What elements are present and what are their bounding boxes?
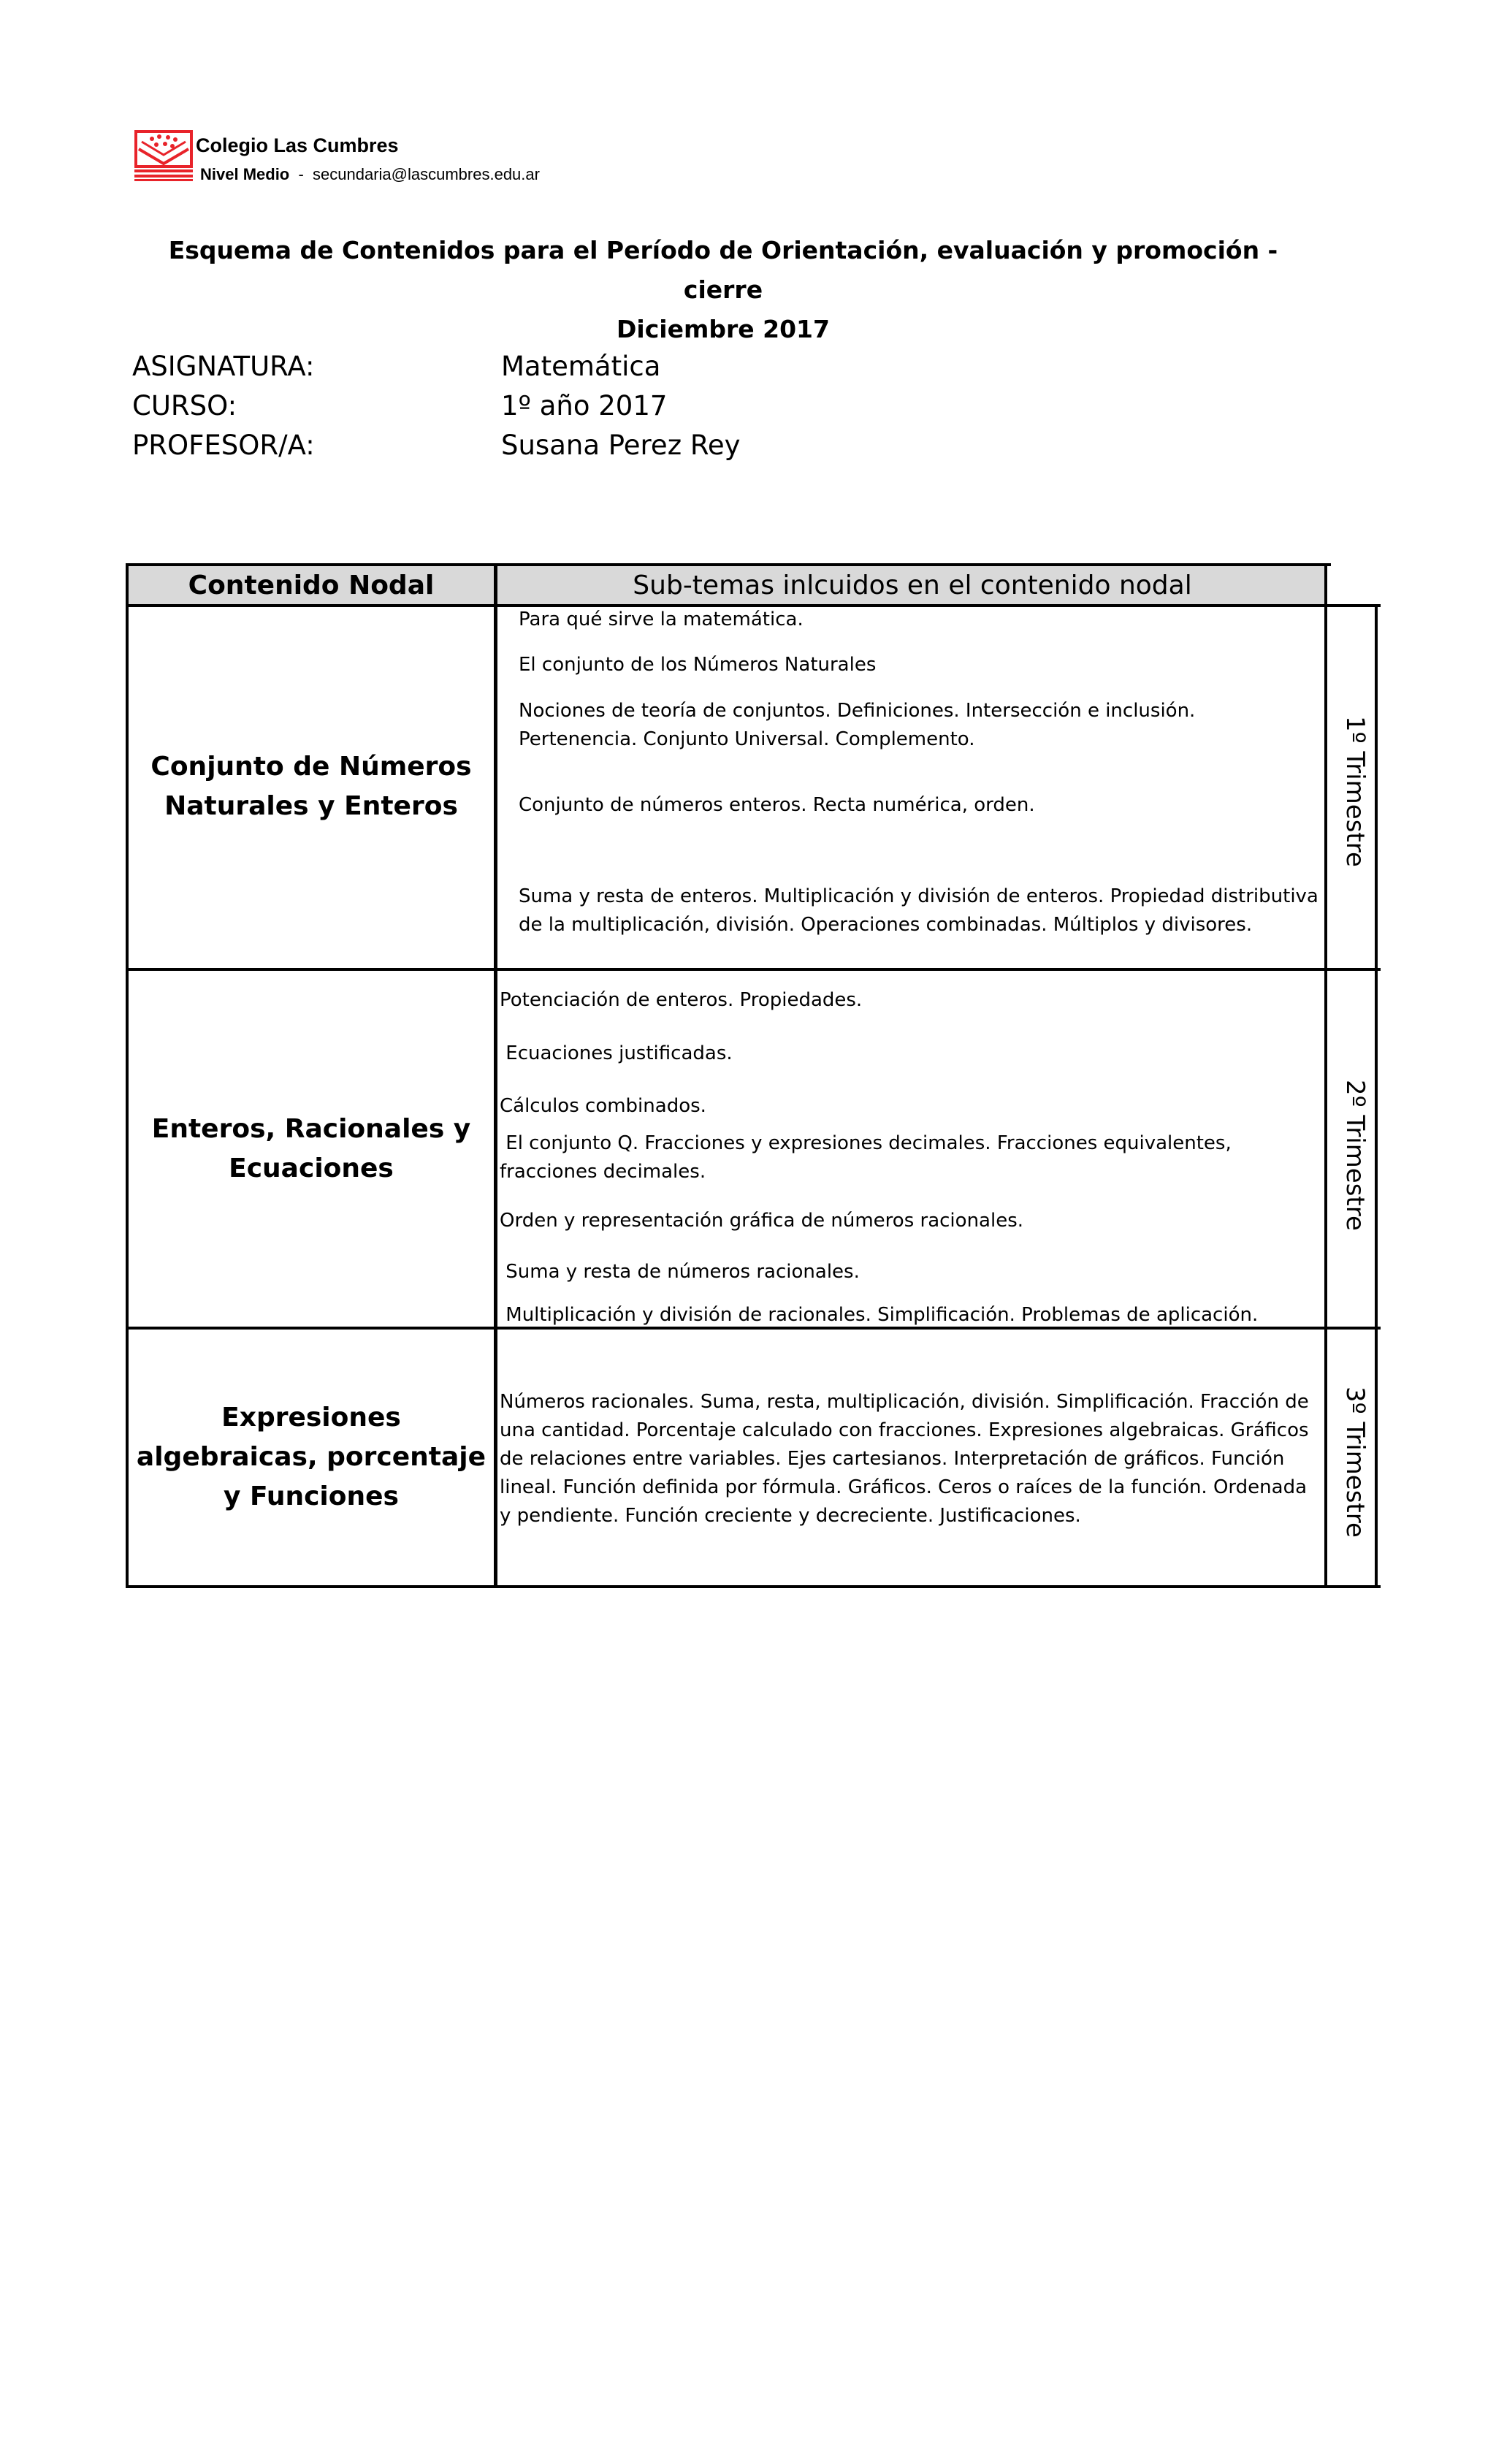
teacher-label: PROFESOR/A:	[132, 430, 315, 461]
subtopic-item: Orden y representación gráfica de números racionales.	[500, 1210, 1024, 1232]
header-subtopics: Sub-temas inlcuidos en el contenido nodal	[497, 566, 1327, 604]
school-email: secundaria@lascumbres.edu.ar	[313, 165, 540, 183]
course-value: 1º año 2017	[501, 390, 668, 422]
nodal-content-3	[129, 1330, 494, 1585]
document-title	[139, 231, 1308, 349]
subtopic-item: Suma y resta de enteros. Multiplicación y división de enteros. Propiedad distributiva de la multiplicación, división. Operaciones combinadas. Múltiplos y divisores.	[519, 885, 1318, 936]
nodal-content-1	[129, 606, 494, 968]
trimester-label-2-text: 2º Trimestre	[1340, 1080, 1370, 1231]
subject-value: Matemática	[501, 351, 661, 382]
subtopic-item: Potenciación de enteros. Propiedades.	[500, 989, 863, 1011]
trimester-label-3-text: 3º Trimestre	[1340, 1387, 1370, 1538]
document-title-line-2: Diciembre 2017	[617, 315, 830, 343]
table-border	[126, 563, 1331, 566]
subtopic-item: Ecuaciones justificadas.	[500, 1042, 733, 1064]
table-border	[1324, 563, 1327, 1588]
subtopic-item: Suma y resta de números racionales.	[500, 1261, 860, 1283]
trimester-label-1-text: 1º Trimestre	[1340, 716, 1370, 867]
subtopic-item: Cálculos combinados.	[500, 1095, 706, 1117]
school-logo	[134, 130, 193, 181]
trimester-label-2	[1329, 1080, 1381, 1231]
subtopic-item: Nociones de teoría de conjuntos. Definiciones. Intersección e inclusión. Pertenencia. Conjunto Universal. Complemento.	[519, 700, 1196, 750]
header-contenido-nodal: Contenido Nodal	[129, 566, 494, 604]
nodal-content-1-label: Conjunto de Números Naturales y Enteros	[150, 752, 472, 821]
nodal-content-3-label: Expresiones algebraicas, porcentaje y Funciones	[136, 1403, 486, 1511]
subtopic-item: Multiplicación y división de racionales. Simplificación. Problemas de aplicación.	[500, 1304, 1259, 1326]
subtitle-separator: -	[289, 165, 313, 183]
subtopic-item: El conjunto Q. Fracciones y expresiones decimales. Fracciones equivalentes, fracciones decimales.	[500, 1132, 1238, 1183]
school-name: Colegio Las Cumbres	[196, 134, 399, 156]
school-level: Nivel Medio	[200, 165, 290, 183]
document-title-line-1: Esquema de Contenidos para el Período de Orientación, evaluación y promoción - cierre	[168, 236, 1278, 304]
subtopic-item: El conjunto de los Números Naturales	[519, 654, 877, 676]
nodal-content-2	[129, 971, 494, 1327]
subtopic-item: Para qué sirve la matemática.	[519, 609, 804, 630]
subject-label: ASIGNATURA:	[132, 351, 315, 382]
subtopic-item: Números racionales. Suma, resta, multiplicación, división. Simplificación. Fracción de una cantidad. Porcentaje calculado con fracciones. Expresiones algebraicas. Gráficos de relaciones entre variables. Ejes cartesianos. Interpretación de gráficos. Función lineal. Función definida por fórmula. Gráficos. Ceros o raíces de la función. Ordenada y pendiente. Función creciente y decreciente. Justificaciones.	[500, 1391, 1309, 1527]
course-label: CURSO:	[132, 390, 237, 422]
table-border	[126, 1585, 1381, 1588]
nodal-content-2-label: Enteros, Racionales y Ecuaciones	[151, 1113, 471, 1183]
subtopic-item: Conjunto de números enteros. Recta numérica, orden.	[519, 794, 1035, 816]
school-subtitle	[200, 165, 540, 184]
teacher-value: Susana Perez Rey	[501, 430, 741, 461]
trimester-label-3	[1329, 1387, 1381, 1538]
table-border	[494, 563, 497, 1588]
trimester-label-1	[1329, 716, 1381, 867]
